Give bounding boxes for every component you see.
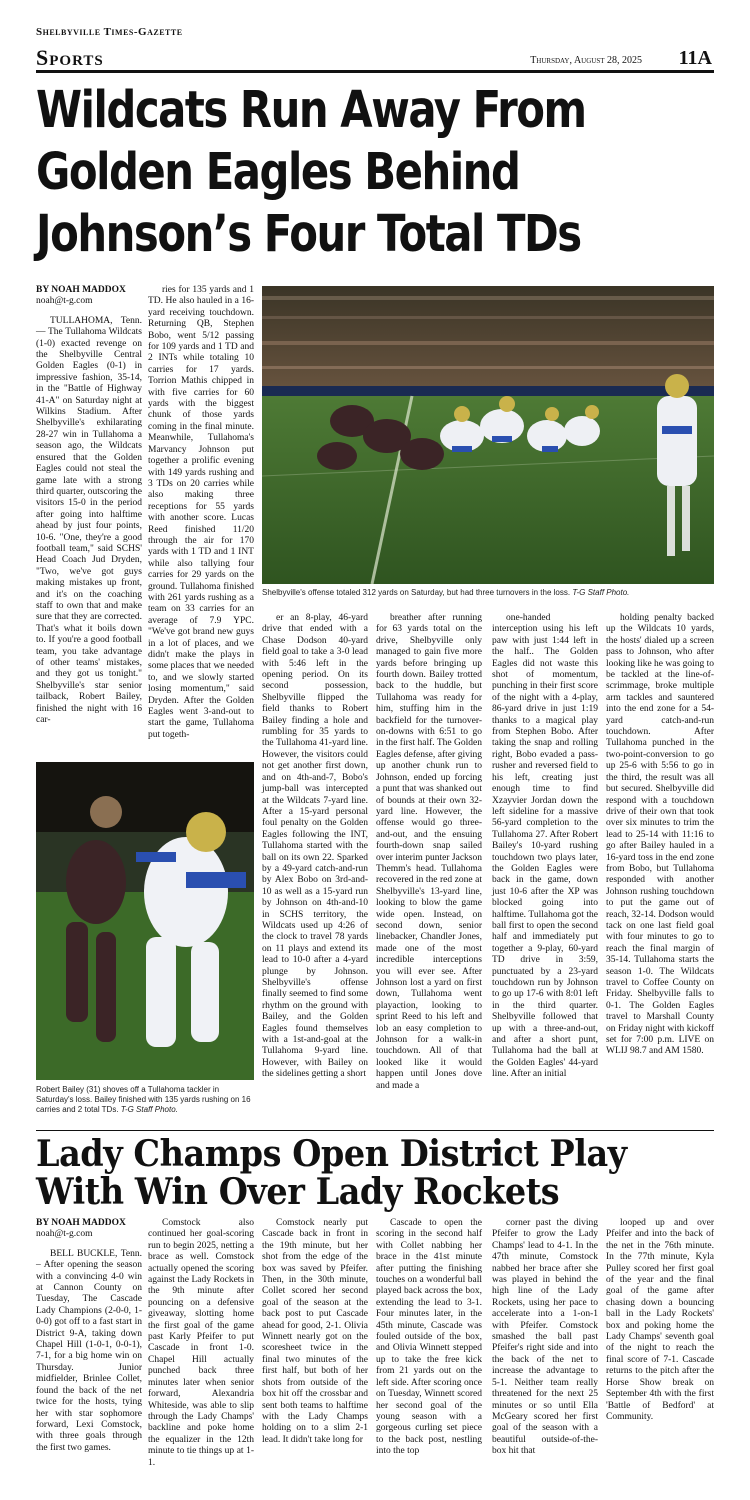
story1-headline-line: Wildcats Run Away From <box>36 81 586 140</box>
page-number: 11A <box>678 47 712 69</box>
story1-headline-line: Golden Eagles Behind <box>36 143 520 202</box>
story1-col5-text: one-handed interception using his left paw with just 1:44 left in the half.. The Golden Eagles did not waste this shot of momentum, punching in their first score of the night with a 4-play, 86-yard drive in just 1:19 thanks to a magical play from Stephen Bobo. After taking the snap and rolling right, Bobo evaded a pass-rusher and reversed field to his left, creating just enough time to find Xzayvier Jordan down the left sideline for a massive 56-yard completion to the Tullahoma 27. After Robert Bailey's 10-yard rushing touchdown two plays later, the Golden Eagles were back in the game, down just 10-6 after the XP was blocked going into halftime. Tullahoma got the ball first to open the second half and immediately put together a 9-play, 60-yard TD drive in 3:59, punctuated by a 23-yard touchdown run by Johnson to go up 17-6 with 8:01 left in the third quarter. Shelbyville followed that up with a three-and-out, and after a short punt, Tullahoma had the ball at the Golden Eagles' 44-yard line. After an initial <box>492 613 598 1080</box>
story1-col4-text: breather after running for 63 yards total on the drive, Shelbyville only managed to gain five more yards before bringing up fourth down. Bailey trotted back to the huddle, but Tullahoma was ready for him, stuffing him in the backfield for the turnover-on-downs with 6:51 to go in the first half. The Golden Eagles defense, after giving up another chunk run to Johnson, ended up forcing a punt that was shanked out of bounds at their own 32-yard line. However, the offense would go three-and-out, and the ensuing fourth-down snap sailed over interim punter Jackson Themm's head. Tullahoma recovered in the red zone at Shelbyville's 13-yard line, looking to blow the game wide open. Instead, on second down, senior linebacker, Chandler Jones, made one of the most incredible interceptions you will ever see. After Johnson lost a yard on first down, Tullahoma went playaction, looking to sprint Reed to his left and lob an easy completion to Johnson for a walk-in touchdown. All of that looked like it would happen until Jones dove and made a <box>376 613 482 1091</box>
story2-col5-text: corner past the diving Pfeifer to grow the Lady Champs' lead to 4-1. In the 47th minute, Comstock nabbed her brace after she was played in behind the high line of the Lady Rockets, using her pace to accelerate into a 1-on-1 with Pfeifer. Comstock smashed the ball past Pfeifer's right side and into the back of the net to increase the advantage to 5-1. Neither team really threatened for the next 25 minutes or so until Ella McGeary scored her first goal of the season with a beautiful outside-of-the-box hit that <box>492 1218 598 1457</box>
story1-column-5 <box>492 613 598 1125</box>
photo2-credit: T-G Staff Photo. <box>120 1105 178 1114</box>
photo2-caption <box>36 1085 254 1115</box>
story1-col2-text: ries for 135 yards and 1 TD. He also hauled in a 16-yard receiving touchdown. Returning QB, Stephen Bobo, went 5/12 passing for 109 yards and 1 TD and 2 INTs while totaling 10 carries for 17 yards. Torrion Mathis chipped in with five carries for 60 yards with the biggest chunk of those yards coming in the final minute. Meanwhile, Tullahoma's Marvancy Johnson put together a prolific evening with 149 yards rushing and 3 TDs on 20 carries while also making three receptions for 55 yards with another score. Lucas Reed finished 11/20 through the air for 170 yards with 1 TD and 1 INT while also tallying four carries for 29 yards on the ground. Tullahoma finished with 261 yards rushing as a team on 33 carries for an average of 7.9 YPC. "We've got brand new guys in a lot of places, and we didn't make the plays in some places that we needed to, and we slowly started losing momentum," said Dryden. After the Golden Eagles went 3-and-out to start the game, Tullahoma put togeth- <box>148 285 254 740</box>
story1-column-1 <box>36 285 142 755</box>
story1-col1-text: TULLAHOMA, Tenn. — The Tullahoma Wildcats (1-0) exacted revenge on the Shelbyville Central Golden Eagles (0-1) in impressive fashion, 35-14, in the "Battle of Highway 41-A" on Saturday night at Wilkins Stadium. After Shelbyville's exhilarating 28-27 win in Tullahoma a season ago, the Wildcats ensured that the Golden Eagles could not steal the game late with a strong third quarter, outscoring the visitors 15-0 in the period after going into halftime ahead by just four points, 10-6. "One, they're a good football team," said SCHS' Head Coach Jud Dryden, "Two, we've got guys making mistakes up front, and it's on the coaching staff to own that and make sure that they are corrected. That's what it boils down to. If you're a good football team, you take advantage of other teams' mistakes, and they got us tonight." Shelbyville's star senior tailback, Robert Bailey, finished the night with 16 car- <box>36 315 142 726</box>
story2-column-3 <box>262 1218 368 1488</box>
story1-email: noah@t-g.com <box>36 296 93 307</box>
football-line-photo-image <box>262 286 714 584</box>
story1-headline <box>36 80 602 266</box>
story1-column-4 <box>376 613 482 1125</box>
masthead-rule <box>36 70 714 73</box>
story2-headline-line: Lady Champs Open District Play <box>36 1133 627 1175</box>
football-line-photo <box>262 286 714 584</box>
story2-column-1 <box>36 1218 142 1488</box>
photo1-credit: T-G Staff Photo. <box>572 588 630 597</box>
story1-column-3 <box>262 613 368 1125</box>
issue-date: Thursday, August 28, 2025 <box>530 55 642 66</box>
story2-col3-text: Comstock nearly put Cascade back in front in the 19th minute, but her shot from the edge of the box was saved by Pfeifer. Then, in the 30th minute, Collet scored her second goal of the season at the back post to put Cascade ahead for good, 2-1. Olivia Winnett nearly got on the scoresheet twice in the final two minutes of the first half, but both of her shots from outside of the box hit off the crossbar and sent both teams to halftime with the Lady Champs holding on to a slim 2-1 lead. It didn't take long for <box>262 1218 368 1445</box>
story2-column-4 <box>376 1218 482 1488</box>
story2-col1-text: BELL BUCKLE, Tenn. – After opening the season with a convincing 4-0 win at Cannon County on Tuesday, The Cascade Lady Champions (2-0-0, 1-0-0) got off to a fast start in District 9-A, taking down Chapel Hill (1-0-1, 0-0-1), 7-1, for a big home win on Thursday. Junior midfielder, Brinlee Collet, found the back of the net twice for the hosts, tying her with star sophomore forward, Lexi Comstock, with three goals through the first two games. <box>36 1248 142 1453</box>
story1-byline: BY NOAH MADDOX <box>36 285 126 295</box>
story1-column-2 <box>148 285 254 755</box>
story1-headline-line: Johnson’s Four Total TDs <box>36 205 581 264</box>
bailey-run-photo <box>36 762 254 1080</box>
story2-email: noah@t-g.com <box>36 1229 93 1240</box>
story2-byline: BY NOAH MADDOX <box>36 1218 126 1228</box>
story2-col6-text: looped up and over Pfeifer and into the back of the net in the 76th minute. In the 77th minute, Kyla Pulley scored her first goal of the year and the final goal of the game after chasing down a bouncing ball in the Lady Rockets' box and poking home the Lady Champs' seventh goal of the night to reach the final score of 7-1. Cascade returns to the pitch after the Horse Show break on September 4th with the first 'Battle of Bedford' at Community. <box>606 1218 714 1422</box>
bailey-run-photo-image <box>36 762 254 1080</box>
story2-col4-text: Cascade to open the scoring in the second half with Collet nabbing her brace in the 41st minute after putting the finishing touches on a wonderful ball played back across the box, extending the lead to 3-1. Four minutes later, in the 45th minute, Cascade was fouled outside of the box, and Olivia Winnett stepped up to take the free kick from 21 yards out on the left side. After scoring once on Tuesday, Winnett scored her second goal of the young season with a gorgeous curling set piece to the back post, nestling into the top <box>376 1218 482 1457</box>
story2-column-2 <box>148 1218 254 1488</box>
story2-headline-line: With Win Over Lady Rockets <box>36 1171 560 1213</box>
photo1-caption <box>262 588 714 598</box>
story2-col2-text: Comstock also continued her goal-scoring run to begin 2025, netting a brace as well. Comstock actually opened the scoring against the Lady Rockets in the 9th minute after pouncing on a defensive giveaway, slotting home the first goal of the game past Karly Pfeifer to put Cascade in front 1-0. Chapel Hill actually punched back three minutes later when senior forward, Alexandria Whiteside, was able to slip through the Lady Champs' backline and poke home the equalizer in the 12th minute to tie things up at 1-1. <box>148 1218 254 1468</box>
story-divider <box>36 1130 714 1131</box>
story2-headline <box>36 1135 678 1211</box>
story1-col3-text: er an 8-play, 46-yard drive that ended with a Chase Dodson 40-yard field goal to take a 3-0 lead with 5:46 left in the opening period. On its second possession, Shelbyville flipped the field thanks to Robert Bailey finding a hole and rumbling for 35 yards to the Tullahoma 41-yard line. However, the visitors could not get another first down, and on 4th-and-7, Bobo's jump-ball was intercepted at the Wildcats 7-yard line. After a 15-yard personal foul penalty on the Golden Eagles following the INT, Tullahoma started with the ball on its own 22. Sparked by a 49-yard catch-and-run by Alex Bobo on 3rd-and-10 as well as a 15-yard run by Johnson on 4th-and-10 in SCHS territory, the Wildcats used up 4:26 of the clock to travel 78 yards on 11 plays and extend its lead to 10-0 after a 4-yard plunge by Johnson. Shelbyville's offense finally seemed to find some rhythm on the ground with Bailey, and the Golden Eagles found themselves with a 1st-and-goal at the Tullahoma 9-yard line. However, with Bailey on the sidelines getting a short <box>262 613 368 1080</box>
photo1-caption-text: Shelbyville's offense totaled 312 yards on Saturday, but had three turnovers in the loss. <box>262 588 571 597</box>
photo2-caption-text: Robert Bailey (31) shoves off a Tullahoma tackler in Saturday's loss. Bailey finished with 135 yards rushing on 16 carries and 2 total TDs. <box>36 1085 251 1114</box>
story2-column-6 <box>606 1218 714 1488</box>
story1-col6-text: holding penalty backed up the Wildcats 10 yards, the hosts' dialed up a screen pass to Johnson, who after looking like he was going to be tackled at the line-of-scrimmage, broke multiple arm tackles and sauntered into the end zone for a 54-yard catch-and-run touchdown. After Tullahoma punched in the two-point-conversion to go up 25-6 with 5:56 to go in the third, the result was all but secured. Shelbyville did respond with a touchdown drive of their own that took over six minutes to trim the lead to 25-14 with 11:16 to go after Bailey hauled in a 16-yard toss in the end zone from Bobo, but Tullahoma responded with another Johnson rushing touchdown to put the game out of reach, 32-14. Dodson would tack on one last field goal with four minutes to go to reach the final margin of 35-14. Tullahoma starts the season 1-0. The Wildcats travel to Coffee County on Friday. Shelbyville falls to 0-1. The Golden Eagles travel to Marshall County on Friday night with kickoff set for 7:00 p.m. LIVE on WLIJ 98.7 and AM 1580. <box>606 613 714 1057</box>
story1-column-6 <box>606 613 714 1125</box>
story2-column-5 <box>492 1218 598 1488</box>
section-title: Sports <box>36 45 104 70</box>
newspaper-name: Shelbyville Times-Gazette <box>36 26 183 38</box>
